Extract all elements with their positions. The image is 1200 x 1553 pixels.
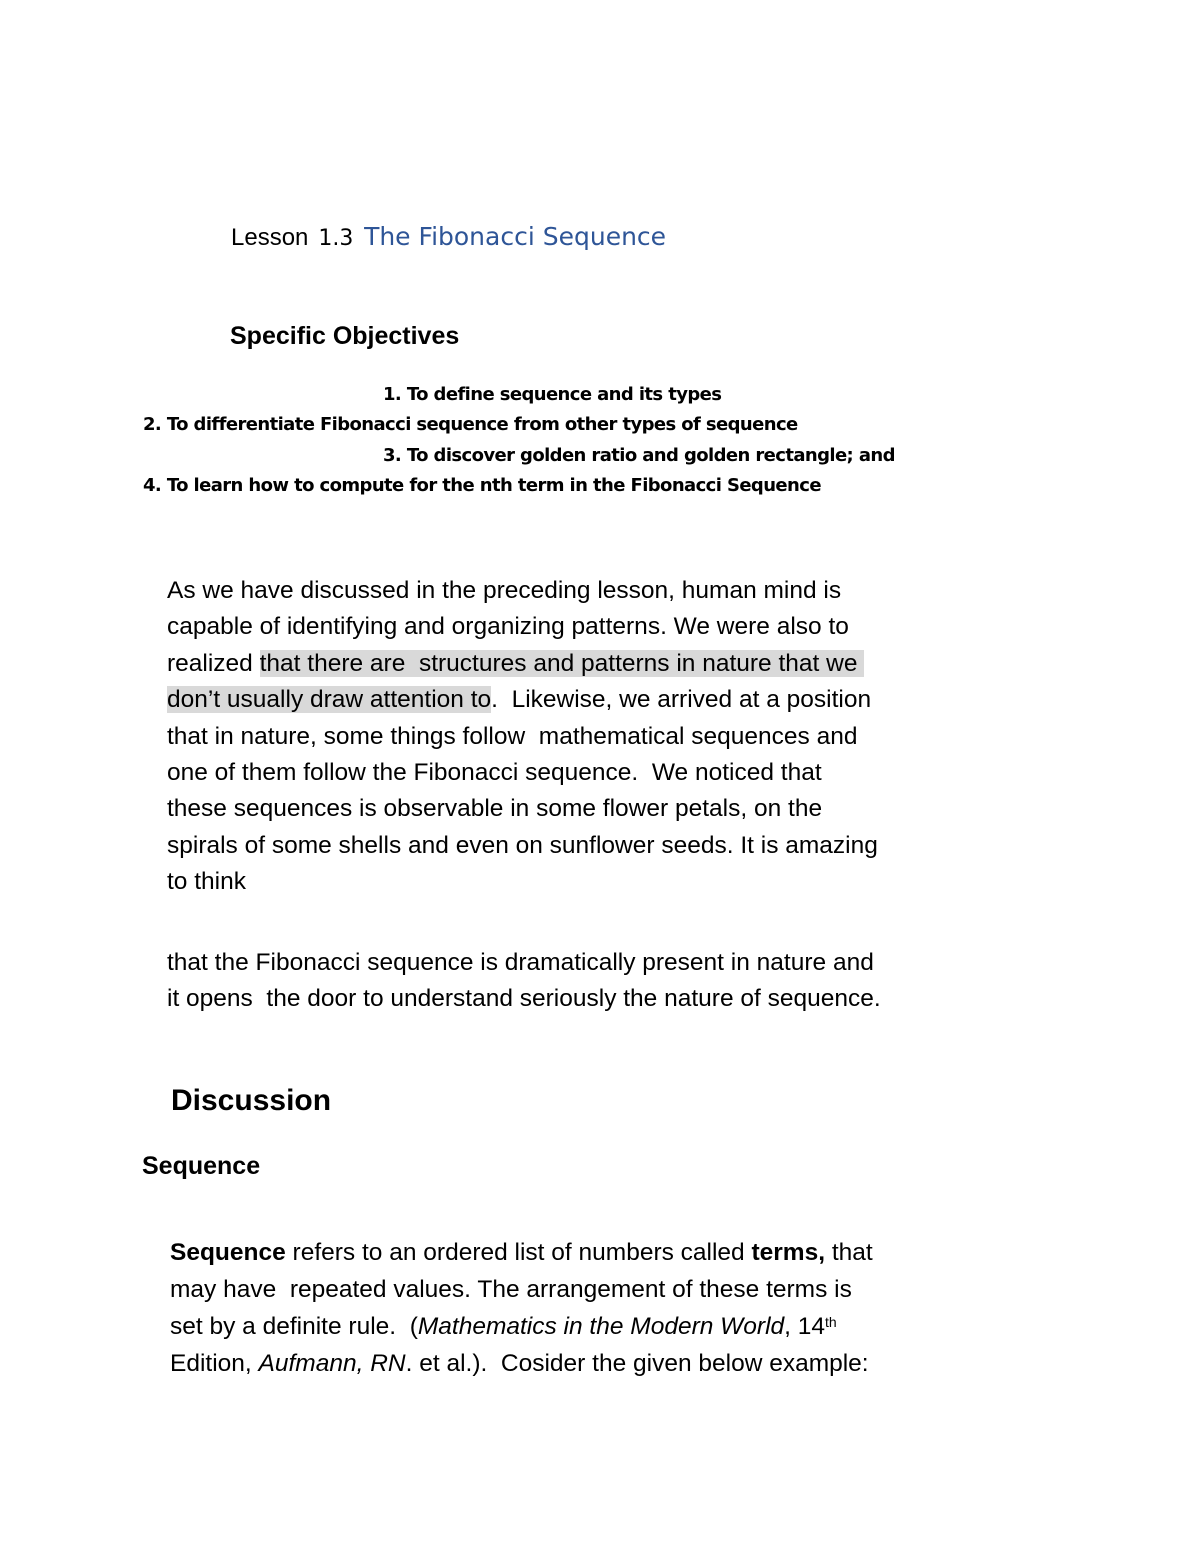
objective-item: 3. To discover golden ratio and golden rectangle; and [383, 445, 895, 466]
paragraph-line [167, 646, 878, 682]
text-run: Edition, [170, 1350, 259, 1377]
highlighted-text: don’t usually draw attention to [167, 686, 492, 714]
text-run: . et al.). Cosider the given below example: [405, 1350, 869, 1377]
paragraph-line: that the Fibonacci sequence is dramatically present in nature and [167, 949, 874, 976]
paragraph-line: may have repeated values. The arrangement of these terms is [170, 1276, 852, 1303]
paragraph-line: these sequences is observable in some flower petals, on the [167, 795, 823, 823]
lesson-title: The Fibonacci Sequence [364, 222, 667, 251]
lesson-heading [231, 222, 666, 252]
bold-term: terms, [751, 1239, 826, 1266]
text-run: set by a definite rule. ( [170, 1313, 418, 1340]
text-run: , 14 [784, 1313, 826, 1340]
sequence-definition [170, 1234, 873, 1382]
lesson-label: Lesson [231, 224, 309, 251]
text-run: realized [167, 649, 260, 677]
objective-item: 4. To learn how to compute for the nth term in the Fibonacci Sequence [143, 475, 821, 496]
paragraph-line: one of them follow the Fibonacci sequence. We noticed that [167, 759, 822, 787]
paragraph-line: As we have discussed in the preceding lesson, human mind is [167, 577, 842, 604]
paragraph-line [170, 1308, 873, 1345]
sequence-subheading: Sequence [142, 1152, 261, 1180]
paragraph-line: it opens the door to understand seriously the nature of sequence. [167, 985, 881, 1013]
paragraph-line: to think [167, 868, 246, 896]
superscript: th [825, 1314, 837, 1330]
intro-paragraph-continued [167, 945, 881, 1018]
lesson-number: 1.3 [318, 226, 354, 251]
text-run: refers to an ordered list of numbers called [285, 1239, 752, 1266]
paragraph-line: capable of identifying and organizing patterns. We were also to [167, 613, 849, 641]
objectives-heading: Specific Objectives [230, 322, 460, 350]
bold-term: Sequence [170, 1239, 286, 1266]
objective-item: 1. To define sequence and its types [383, 384, 722, 405]
text-run: that [825, 1239, 873, 1266]
discussion-heading: Discussion [171, 1084, 332, 1117]
objective-item: 2. To differentiate Fibonacci sequence from other types of sequence [143, 414, 798, 435]
highlighted-text: that there are structures and patterns in nature that we [259, 649, 865, 677]
text-run: . Likewise, we arrived at a position [491, 686, 872, 714]
paragraph-line [170, 1234, 873, 1271]
paragraph-line [167, 682, 878, 718]
paragraph-line: that in nature, some things follow mathematical sequences and [167, 722, 858, 750]
italic-book-title: Mathematics in the Modern World [417, 1313, 785, 1340]
paragraph-line: spirals of some shells and even on sunflower seeds. It is amazing [167, 831, 878, 859]
intro-paragraph [167, 573, 878, 901]
italic-author: Aufmann, RN [258, 1350, 406, 1377]
paragraph-line [170, 1345, 873, 1382]
